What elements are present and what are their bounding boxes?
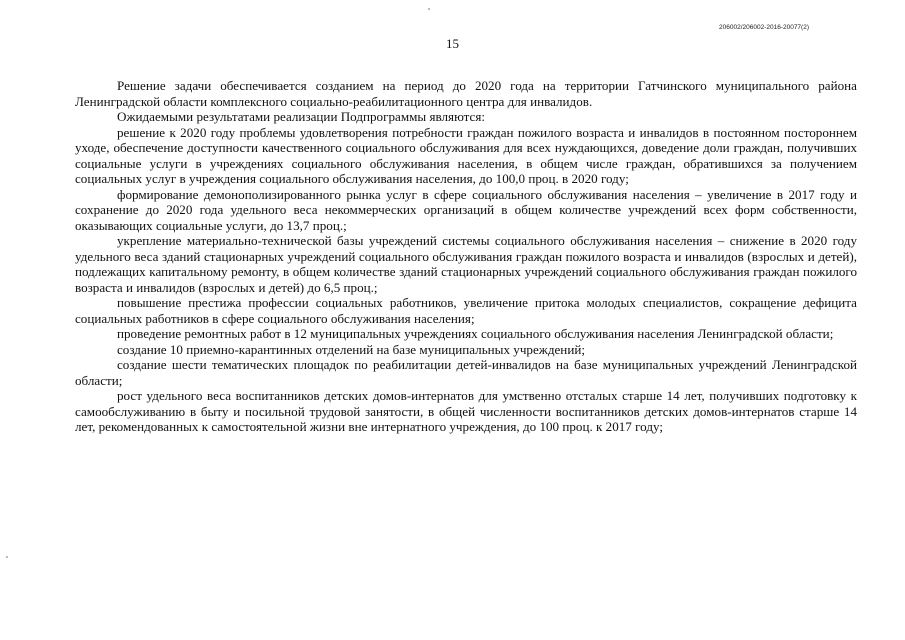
paragraph-expected-results-intro: Ожидаемыми результатами реализации Подпрограммы являются:	[117, 109, 486, 124]
scan-artifact	[428, 8, 430, 10]
paragraph-result-rehab-platforms: создание шести тематических площадок по реабилитации детей-инвалидов на базе муниципальных учреждений Ленинградской области;	[75, 357, 857, 388]
paragraph-result-material-base: укрепление материально-технической базы учреждений системы социального обслуживания населения – снижение в 2020 году удельного веса зданий стационарных учреждений социального обслуживания граждан пожилого возраста и инвалидов (взрослых и детей), подлежащих капитальному ремонту, в общем количестве зданий стационарных учреждений социального обслуживания граждан пожилого возраста и инвалидов (взрослых и детей) до 6,5 проц.;	[75, 233, 857, 295]
paragraph-result-pupils-share: рост удельного веса воспитанников детских домов-интернатов для умственно отсталых старше 14 лет, получивших подготовку к самообслуживанию в быту и посильной трудовой занятости, в общей численности воспитанников детских домов-интернатов старше 14 лет, рекомендованных к самостоятельной жизни вне интернатного учреждения, до 100 проц. к 2017 году;	[75, 388, 857, 434]
document-body	[75, 78, 857, 435]
document-code: 206002/206002-2016-20077(2)	[719, 24, 809, 31]
scan-artifact	[6, 556, 8, 558]
paragraph-result-repairs: проведение ремонтных работ в 12 муниципальных учреждениях социального обслуживания населения Ленинградской области;	[117, 326, 834, 341]
paragraph-task-solution: Решение задачи обеспечивается созданием на период до 2020 года на территории Гатчинского муниципального района Ленинградской области комплексного социально-реабилитационного центра для инвалидов.	[75, 78, 857, 109]
paragraph-result-profession-prestige: повышение престижа профессии социальных работников, увеличение притока молодых специалистов, сокращение дефицита социальных работников в сфере социального обслуживания населения;	[75, 295, 857, 326]
page-number: 15	[446, 36, 459, 51]
paragraph-result-quarantine-units: создание 10 приемно-карантинных отделений на базе муниципальных учреждений;	[117, 341, 585, 357]
paragraph-result-care-needs: решение к 2020 году проблемы удовлетворения потребности граждан пожилого возраста и инвалидов в постоянном постороннем уходе, обеспечение доступности качественного социального обслуживания для всех нуждающихся, доведение доли граждан, получивших социальные услуги в учреждениях социального обслуживания населения, в общем числе граждан, обратившихся за получением социальных услуг в учреждения социального обслуживания населения, до 100,0 проц. в 2020 году;	[75, 124, 857, 186]
paragraph-result-services-market: формирование демонополизированного рынка услуг в сфере социального обслуживания населения – увеличение в 2017 году и сохранение до 2020 года удельного веса некоммерческих организаций в общем количестве учреждений всех форм собственности, оказывающих социальные услуги, до 13,7 проц.;	[75, 186, 857, 233]
